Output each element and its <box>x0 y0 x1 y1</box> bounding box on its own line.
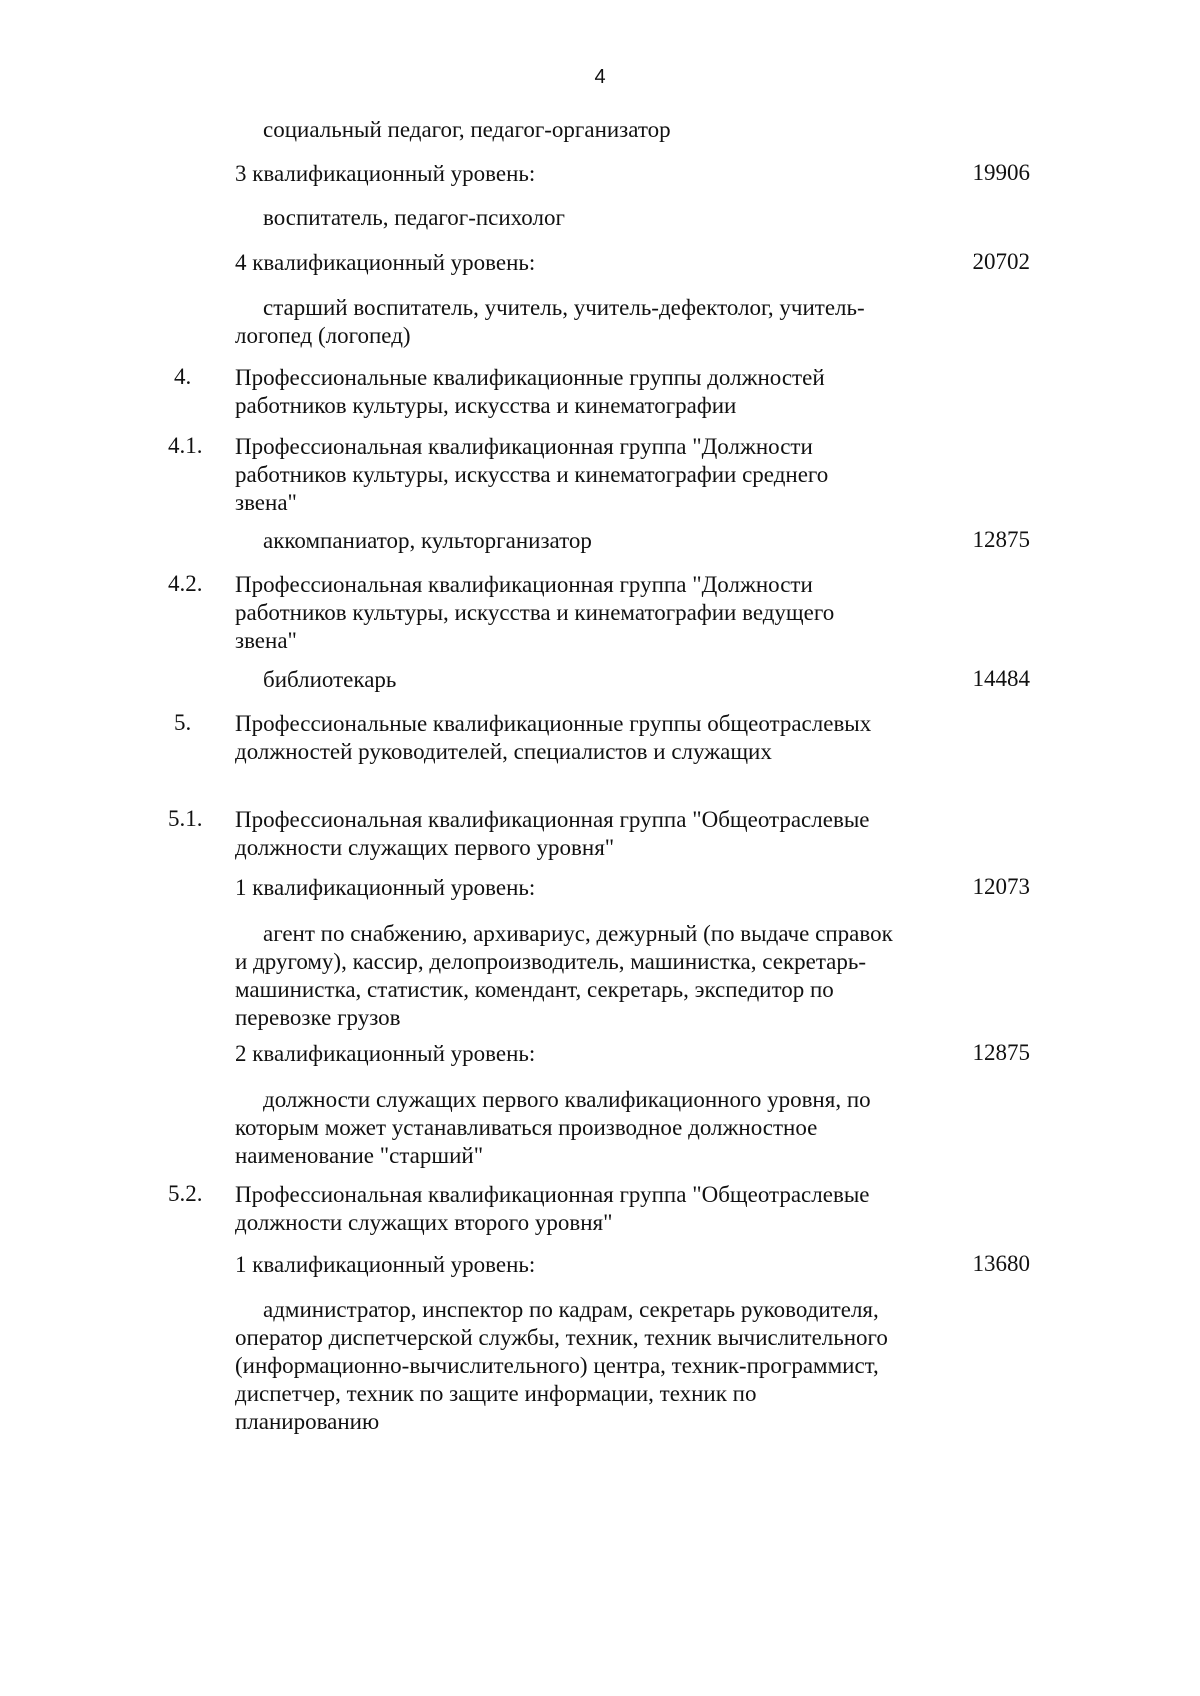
section-number: 4.2. <box>168 571 203 596</box>
positions-text: социальный педагог, педагог-организатор <box>263 117 671 142</box>
positions-text: воспитатель, педагог-психолог <box>263 205 565 230</box>
level-text: 4 квалификационный уровень: <box>235 250 536 275</box>
salary-value: 19906 <box>972 160 1030 185</box>
section-number: 4. <box>174 364 192 389</box>
salary-value: 13680 <box>972 1251 1030 1276</box>
section-title: Профессиональная квалификационная группа "Должности работников культуры, искусства и кинематографии среднего звена" <box>235 434 829 515</box>
salary-value: 12073 <box>972 874 1030 899</box>
section-number: 5. <box>174 710 192 735</box>
section-number: 5.2. <box>168 1181 203 1206</box>
salary-value: 12875 <box>972 527 1030 552</box>
positions-text: библиотекарь <box>263 667 397 692</box>
section-title: Профессиональные квалификационные группы должностей работников культуры, искусства и кинематографии <box>235 365 825 418</box>
section-number: 5.1. <box>168 806 203 831</box>
positions-text: должности служащих первого квалификационного уровня, по которым может устанавливаться производное должностное наименование "старший" <box>235 1087 871 1168</box>
salary-value: 20702 <box>972 249 1030 274</box>
section-title: Профессиональная квалификационная группа "Общеотраслевые должности служащих второго уровня" <box>235 1182 870 1235</box>
positions-text: аккомпаниатор, культорганизатор <box>263 528 592 553</box>
level-text: 2 квалификационный уровень: <box>235 1041 536 1066</box>
section-title: Профессиональная квалификационная группа "Должности работников культуры, искусства и кинематографии ведущего звена" <box>235 572 835 653</box>
level-text: 3 квалификационный уровень: <box>235 161 536 186</box>
salary-value: 14484 <box>972 666 1030 691</box>
positions-text: старший воспитатель, учитель, учитель-дефектолог, учитель-логопед (логопед) <box>235 295 865 348</box>
positions-text: администратор, инспектор по кадрам, секретарь руководителя, оператор диспетчерской службы, техник, техник вычислительного (информационно-вычислительного) центра, техник-программист, диспетчер, техник по защите информации, техник по планированию <box>235 1297 888 1434</box>
salary-value: 12875 <box>972 1040 1030 1065</box>
section-title: Профессиональные квалификационные группы общеотраслевых должностей руководителей, специалистов и служащих <box>235 711 872 764</box>
positions-text: агент по снабжению, архивариус, дежурный (по выдаче справок и другому), кассир, делопроизводитель, машинистка, секретарь-машинистка, статистик, комендант, секретарь, экспедитор по перевозке грузов <box>235 921 893 1030</box>
level-text: 1 квалификационный уровень: <box>235 1252 536 1277</box>
section-title: Профессиональная квалификационная группа "Общеотраслевые должности служащих первого уровня" <box>235 807 870 860</box>
level-text: 1 квалификационный уровень: <box>235 875 536 900</box>
section-number: 4.1. <box>168 433 203 458</box>
page-number: 4 <box>594 66 606 88</box>
